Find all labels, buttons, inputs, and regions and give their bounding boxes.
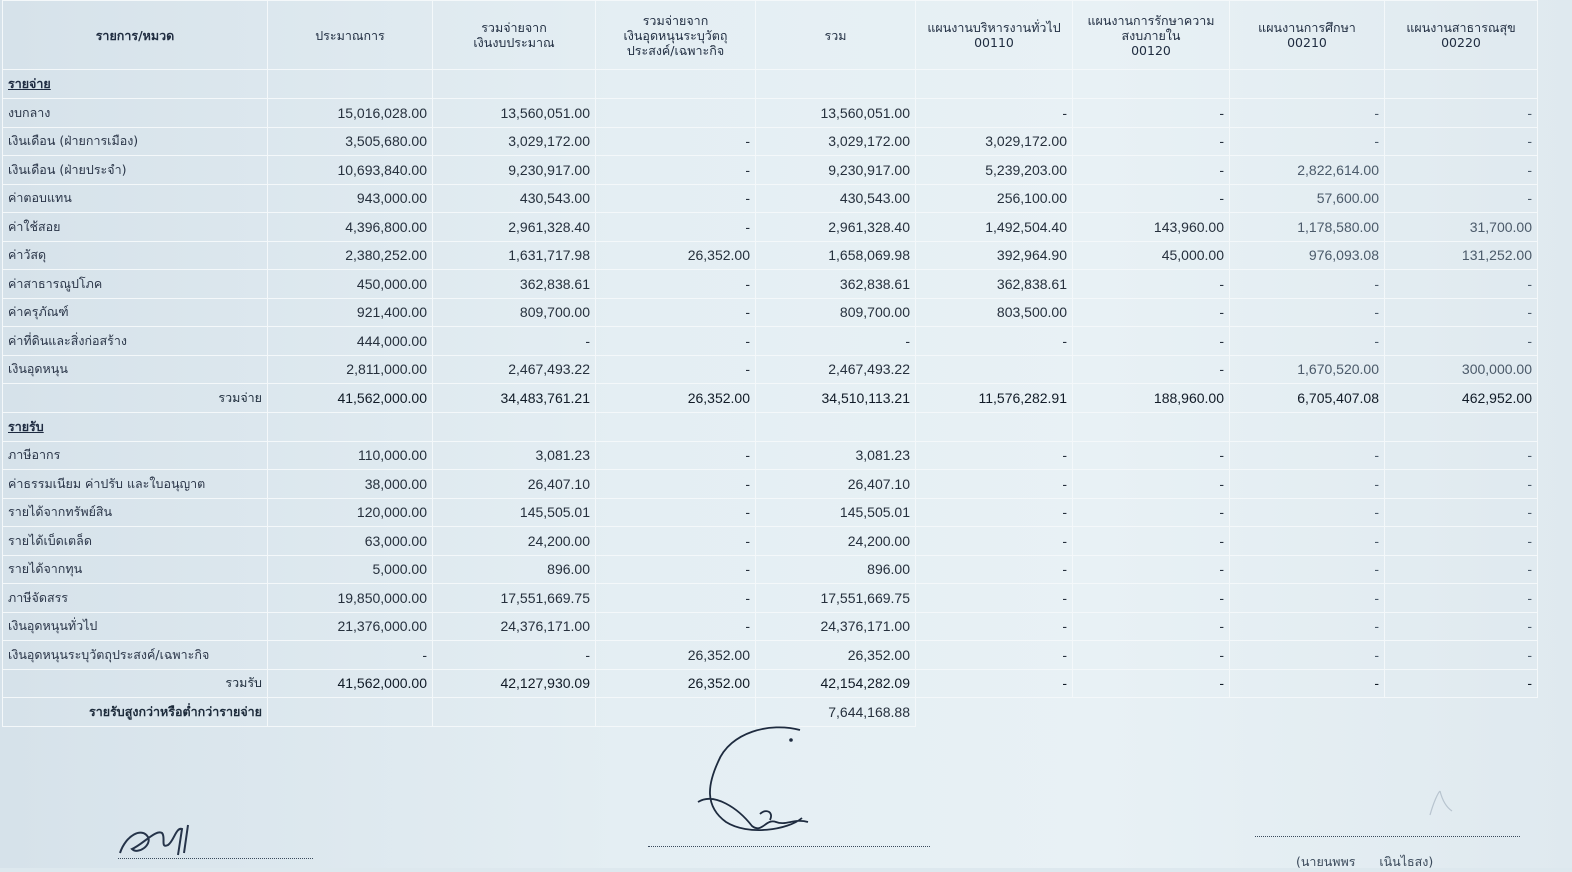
table-row <box>3 355 1538 384</box>
cell-p1: 1,492,504.40 <box>916 213 1073 242</box>
cell-p2: - <box>1073 270 1230 299</box>
cell-p4: 300,000.00 <box>1385 355 1538 384</box>
empty-cell <box>916 70 1073 99</box>
table-row <box>3 127 1538 156</box>
cell-total: 17,551,669.75 <box>756 584 916 613</box>
cell-spent-grant: - <box>596 127 756 156</box>
header-plan-internal-security: แผนงานการรักษาความ สงบภายใน 00120 <box>1073 1 1230 70</box>
cell-total: 26,407.10 <box>756 470 916 499</box>
cell-p4: - <box>1385 441 1538 470</box>
cell-spent-grant: - <box>596 298 756 327</box>
row-label: เงินอุดหนุน <box>3 355 268 384</box>
cell-total: 24,376,171.00 <box>756 612 916 641</box>
table-row <box>3 527 1538 556</box>
table-row <box>3 156 1538 185</box>
cell-spent-grant: 26,352.00 <box>596 241 756 270</box>
cell-p4: - <box>1385 270 1538 299</box>
cell-spent-grant: - <box>596 355 756 384</box>
cell-total: 13,560,051.00 <box>756 99 916 128</box>
header-row <box>3 1 1538 70</box>
cell-p2: - <box>1073 99 1230 128</box>
row-label: เงินเดือน (ฝ่ายประจำ) <box>3 156 268 185</box>
cell-spent-grant: - <box>596 213 756 242</box>
cell-budget: 15,016,028.00 <box>268 99 433 128</box>
row-label: รายได้เบ็ดเตล็ด <box>3 527 268 556</box>
cell-spent-budget: 896.00 <box>433 555 596 584</box>
cell-p3: - <box>1230 584 1385 613</box>
total-row <box>3 384 1538 413</box>
section-header-row <box>3 70 1538 99</box>
cell-p1: 362,838.61 <box>916 270 1073 299</box>
cell-p3: - <box>1230 669 1385 698</box>
cell-spent-budget: 362,838.61 <box>433 270 596 299</box>
cell-spent-budget: - <box>433 641 596 670</box>
cell-total: 145,505.01 <box>756 498 916 527</box>
header-item: รายการ/หมวด <box>3 1 268 70</box>
cell-total: 896.00 <box>756 555 916 584</box>
cell-p4: - <box>1385 99 1538 128</box>
cell-spent-budget: 9,230,917.00 <box>433 156 596 185</box>
empty-cell <box>1073 412 1230 441</box>
cell-spent-budget: 3,029,172.00 <box>433 127 596 156</box>
cell-p2: - <box>1073 555 1230 584</box>
row-label: เงินอุดหนุนระบุวัตถุประสงค์/เฉพาะกิจ <box>3 641 268 670</box>
cell-budget: 444,000.00 <box>268 327 433 356</box>
cell-spent-budget: 13,560,051.00 <box>433 99 596 128</box>
cell-p1: - <box>916 498 1073 527</box>
row-label: งบกลาง <box>3 99 268 128</box>
cell-budget: 2,380,252.00 <box>268 241 433 270</box>
cell-spent-grant <box>596 99 756 128</box>
empty-cell <box>268 70 433 99</box>
row-label: ค่าใช้สอย <box>3 213 268 242</box>
table-row <box>3 641 1538 670</box>
cell-spent-grant: - <box>596 156 756 185</box>
surplus-total: 7,644,168.88 <box>756 698 916 727</box>
cell-p2: - <box>1073 355 1230 384</box>
table-row <box>3 241 1538 270</box>
cell-spent-grant: - <box>596 555 756 584</box>
cell-p2: - <box>1073 612 1230 641</box>
cell-p2: - <box>1073 470 1230 499</box>
cell-p1: 392,964.90 <box>916 241 1073 270</box>
cell-spent-budget: 24,200.00 <box>433 527 596 556</box>
cell-p1: - <box>916 612 1073 641</box>
row-label: เงินอุดหนุนทั่วไป <box>3 612 268 641</box>
cell-spent-budget: 2,961,328.40 <box>433 213 596 242</box>
cell-p2: - <box>1073 498 1230 527</box>
table-row <box>3 555 1538 584</box>
cell-p3: - <box>1230 498 1385 527</box>
cell-spent-grant: - <box>596 527 756 556</box>
cell-total: 26,352.00 <box>756 641 916 670</box>
faint-mark-right <box>1420 785 1460 825</box>
handwritten-signature-left <box>112 815 212 865</box>
cell-spent-grant: 26,352.00 <box>596 641 756 670</box>
cell-spent-budget: 2,467,493.22 <box>433 355 596 384</box>
cell-p3: 976,093.08 <box>1230 241 1385 270</box>
cell-p4: - <box>1385 584 1538 613</box>
empty-cell <box>756 70 916 99</box>
cell-total: 1,658,069.98 <box>756 241 916 270</box>
signature-line-right <box>1255 836 1520 837</box>
cell-p2: - <box>1073 641 1230 670</box>
table-row <box>3 612 1538 641</box>
cell-p2: - <box>1073 298 1230 327</box>
table-row <box>3 327 1538 356</box>
cell-p1: 3,029,172.00 <box>916 127 1073 156</box>
row-label: ค่าที่ดินและสิ่งก่อสร้าง <box>3 327 268 356</box>
header-spent-grant: รวมจ่ายจาก เงินอุดหนุนระบุวัตถุ ประสงค์/เฉพาะกิจ <box>596 1 756 70</box>
cell-total: - <box>756 327 916 356</box>
cell-spent-grant: - <box>596 584 756 613</box>
cell-p4: - <box>1385 555 1538 584</box>
signatory-name: (นายนพพร เนินไธสง) <box>1296 854 1434 869</box>
empty-cell <box>916 412 1073 441</box>
row-label: ค่าตอบแทน <box>3 184 268 213</box>
cell-spent-budget: 145,505.01 <box>433 498 596 527</box>
cell-total: 2,467,493.22 <box>756 355 916 384</box>
cell-p3: 57,600.00 <box>1230 184 1385 213</box>
table-row <box>3 584 1538 613</box>
cell-budget: 921,400.00 <box>268 298 433 327</box>
cell-spent-budget: 1,631,717.98 <box>433 241 596 270</box>
cell-spent-grant: 26,352.00 <box>596 384 756 413</box>
row-label: เงินเดือน (ฝ่ายการเมือง) <box>3 127 268 156</box>
cell-budget: 5,000.00 <box>268 555 433 584</box>
cell-p4: - <box>1385 641 1538 670</box>
cell-p4: - <box>1385 156 1538 185</box>
cell-p3: - <box>1230 555 1385 584</box>
total-label: รวมจ่าย <box>3 384 268 413</box>
handwritten-signature-center <box>690 722 840 842</box>
empty-cell <box>268 698 433 727</box>
cell-p3: - <box>1230 127 1385 156</box>
cell-p4: 131,252.00 <box>1385 241 1538 270</box>
cell-spent-budget: 26,407.10 <box>433 470 596 499</box>
row-label: ค่าครุภัณฑ์ <box>3 298 268 327</box>
cell-p3: - <box>1230 612 1385 641</box>
table-row <box>3 470 1538 499</box>
empty-cell <box>1073 70 1230 99</box>
table-row <box>3 498 1538 527</box>
cell-p4: - <box>1385 327 1538 356</box>
cell-p1: - <box>916 470 1073 499</box>
cell-p3: - <box>1230 441 1385 470</box>
cell-p1: - <box>916 641 1073 670</box>
cell-spent-budget: 430,543.00 <box>433 184 596 213</box>
row-label: ค่าธรรมเนียม ค่าปรับ และใบอนุญาต <box>3 470 268 499</box>
cell-p1: - <box>916 669 1073 698</box>
section-header-row <box>3 412 1538 441</box>
cell-p3: 1,178,580.00 <box>1230 213 1385 242</box>
cell-p2: - <box>1073 669 1230 698</box>
empty-cell <box>268 412 433 441</box>
header-total: รวม <box>756 1 916 70</box>
cell-budget: 450,000.00 <box>268 270 433 299</box>
surplus-label: รายรับสูงกว่าหรือต่ำกว่ารายจ่าย <box>3 698 268 727</box>
cell-total: 24,200.00 <box>756 527 916 556</box>
table-row <box>3 441 1538 470</box>
table-row <box>3 298 1538 327</box>
cell-budget: 19,850,000.00 <box>268 584 433 613</box>
cell-p1: - <box>916 527 1073 556</box>
cell-p3: - <box>1230 327 1385 356</box>
empty-cell <box>1230 698 1385 727</box>
cell-p1: - <box>916 327 1073 356</box>
cell-p1: 256,100.00 <box>916 184 1073 213</box>
cell-p1: - <box>916 584 1073 613</box>
cell-p2: - <box>1073 184 1230 213</box>
empty-cell <box>756 412 916 441</box>
total-row <box>3 669 1538 698</box>
empty-cell <box>433 698 596 727</box>
cell-p1: 11,576,282.91 <box>916 384 1073 413</box>
empty-cell <box>1385 698 1538 727</box>
cell-p2: 45,000.00 <box>1073 241 1230 270</box>
cell-spent-grant: - <box>596 470 756 499</box>
section-label: รายจ่าย <box>3 70 268 99</box>
empty-cell <box>1073 698 1230 727</box>
cell-p3: - <box>1230 641 1385 670</box>
cell-spent-budget: - <box>433 327 596 356</box>
cell-spent-budget: 34,483,761.21 <box>433 384 596 413</box>
cell-budget: 4,396,800.00 <box>268 213 433 242</box>
cell-spent-grant: - <box>596 498 756 527</box>
empty-cell <box>433 70 596 99</box>
cell-spent-grant: - <box>596 612 756 641</box>
cell-p1: - <box>916 555 1073 584</box>
cell-p1: 803,500.00 <box>916 298 1073 327</box>
cell-p2: - <box>1073 156 1230 185</box>
cell-budget: 41,562,000.00 <box>268 669 433 698</box>
budget-table <box>2 0 1538 727</box>
cell-p2: - <box>1073 584 1230 613</box>
cell-p4: - <box>1385 470 1538 499</box>
cell-p1 <box>916 355 1073 384</box>
cell-spent-grant: - <box>596 270 756 299</box>
header-plan-general-admin: แผนงานบริหารงานทั่วไป 00110 <box>916 1 1073 70</box>
cell-p3: 2,822,614.00 <box>1230 156 1385 185</box>
cell-budget: 2,811,000.00 <box>268 355 433 384</box>
cell-spent-grant: - <box>596 184 756 213</box>
cell-spent-budget: 42,127,930.09 <box>433 669 596 698</box>
cell-p2: 188,960.00 <box>1073 384 1230 413</box>
header-budget: ประมาณการ <box>268 1 433 70</box>
row-label: ค่าสาธารณูปโภค <box>3 270 268 299</box>
row-label: ภาษีอากร <box>3 441 268 470</box>
cell-p4: - <box>1385 612 1538 641</box>
cell-total: 430,543.00 <box>756 184 916 213</box>
empty-cell <box>1230 70 1385 99</box>
cell-spent-grant: - <box>596 441 756 470</box>
cell-p4: - <box>1385 298 1538 327</box>
cell-p4: - <box>1385 527 1538 556</box>
table-row <box>3 99 1538 128</box>
header-plan-public-health: แผนงานสาธารณสุข 00220 <box>1385 1 1538 70</box>
empty-cell <box>1230 412 1385 441</box>
cell-total: 809,700.00 <box>756 298 916 327</box>
table-row <box>3 270 1538 299</box>
empty-cell <box>596 70 756 99</box>
cell-p3: 1,670,520.00 <box>1230 355 1385 384</box>
cell-p4: 31,700.00 <box>1385 213 1538 242</box>
cell-p3: - <box>1230 298 1385 327</box>
cell-p4: - <box>1385 669 1538 698</box>
total-label: รวมรับ <box>3 669 268 698</box>
row-label: ภาษีจัดสรร <box>3 584 268 613</box>
cell-budget: 10,693,840.00 <box>268 156 433 185</box>
cell-p1: 5,239,203.00 <box>916 156 1073 185</box>
empty-cell <box>1385 412 1538 441</box>
signature-line-center <box>648 846 930 847</box>
empty-cell <box>916 698 1073 727</box>
cell-p3: - <box>1230 470 1385 499</box>
cell-total: 362,838.61 <box>756 270 916 299</box>
cell-budget: 943,000.00 <box>268 184 433 213</box>
cell-p1: - <box>916 99 1073 128</box>
cell-p2: - <box>1073 127 1230 156</box>
row-label: ค่าวัสดุ <box>3 241 268 270</box>
cell-p2: - <box>1073 527 1230 556</box>
cell-p2: - <box>1073 441 1230 470</box>
cell-p3: - <box>1230 527 1385 556</box>
header-plan-education: แผนงานการศึกษา 00210 <box>1230 1 1385 70</box>
cell-spent-budget: 809,700.00 <box>433 298 596 327</box>
header-spent-budget: รวมจ่ายจาก เงินงบประมาณ <box>433 1 596 70</box>
empty-cell <box>596 412 756 441</box>
cell-total: 3,029,172.00 <box>756 127 916 156</box>
empty-cell <box>433 412 596 441</box>
cell-budget: 110,000.00 <box>268 441 433 470</box>
cell-p4: - <box>1385 127 1538 156</box>
row-label: รายได้จากทุน <box>3 555 268 584</box>
cell-spent-budget: 17,551,669.75 <box>433 584 596 613</box>
row-label: รายได้จากทรัพย์สิน <box>3 498 268 527</box>
cell-budget: 41,562,000.00 <box>268 384 433 413</box>
table-row <box>3 213 1538 242</box>
section-label: รายรับ <box>3 412 268 441</box>
cell-budget: 63,000.00 <box>268 527 433 556</box>
cell-p2: 143,960.00 <box>1073 213 1230 242</box>
cell-p1: - <box>916 441 1073 470</box>
cell-budget: 3,505,680.00 <box>268 127 433 156</box>
empty-cell <box>1385 70 1538 99</box>
cell-p4: - <box>1385 498 1538 527</box>
cell-total: 34,510,113.21 <box>756 384 916 413</box>
cell-spent-grant: 26,352.00 <box>596 669 756 698</box>
cell-total: 3,081.23 <box>756 441 916 470</box>
cell-spent-grant: - <box>596 327 756 356</box>
cell-total: 9,230,917.00 <box>756 156 916 185</box>
cell-p4: 462,952.00 <box>1385 384 1538 413</box>
cell-budget: 120,000.00 <box>268 498 433 527</box>
cell-spent-budget: 24,376,171.00 <box>433 612 596 641</box>
cell-total: 42,154,282.09 <box>756 669 916 698</box>
cell-p2: - <box>1073 327 1230 356</box>
cell-budget: 38,000.00 <box>268 470 433 499</box>
cell-budget: - <box>268 641 433 670</box>
cell-p4: - <box>1385 184 1538 213</box>
cell-p3: 6,705,407.08 <box>1230 384 1385 413</box>
table-row <box>3 184 1538 213</box>
cell-p3: - <box>1230 99 1385 128</box>
cell-budget: 21,376,000.00 <box>268 612 433 641</box>
cell-p3: - <box>1230 270 1385 299</box>
cell-spent-budget: 3,081.23 <box>433 441 596 470</box>
cell-total: 2,961,328.40 <box>756 213 916 242</box>
